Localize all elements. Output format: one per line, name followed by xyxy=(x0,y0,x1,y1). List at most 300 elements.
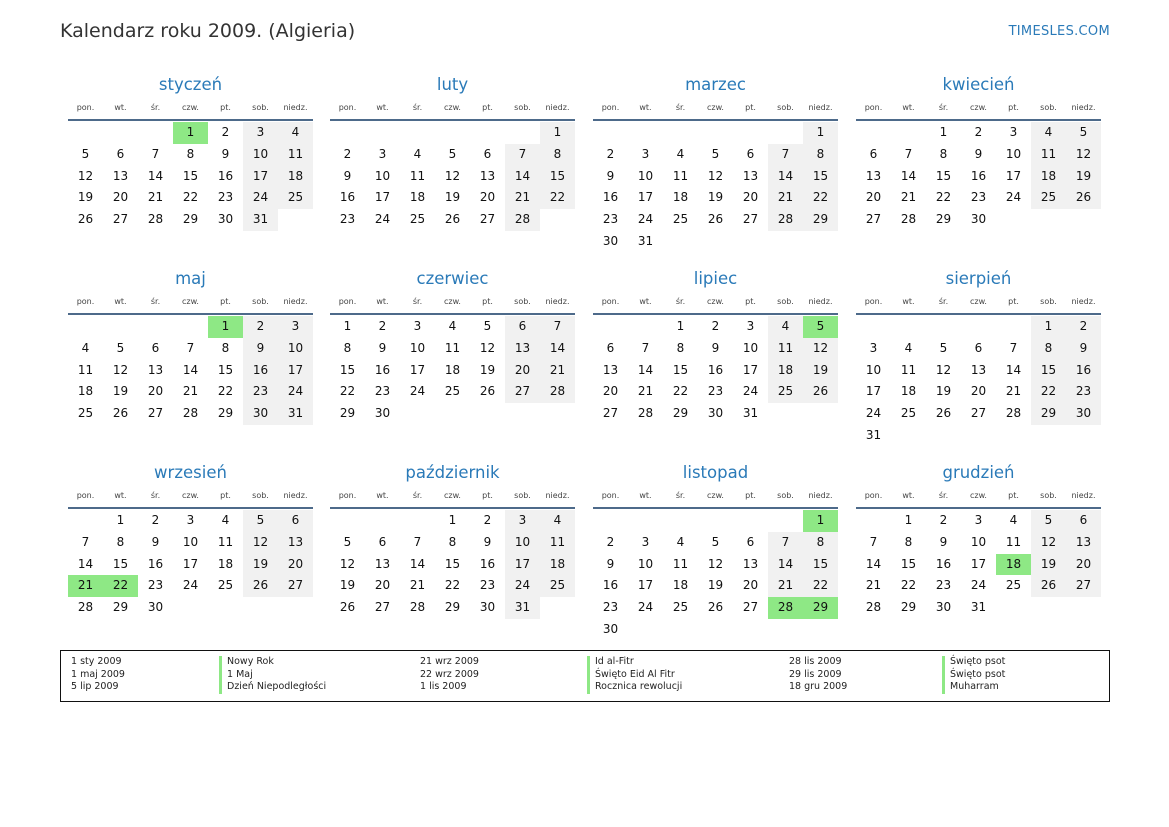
day-cell[interactable]: 22 xyxy=(444,578,461,593)
day-cell[interactable]: 9 xyxy=(221,146,230,161)
day-cell[interactable]: 18 xyxy=(672,190,689,205)
day-cell[interactable]: 11 xyxy=(672,556,689,571)
day-cell[interactable]: 2 xyxy=(939,513,948,527)
day-cell[interactable]: 2 xyxy=(483,513,492,527)
day-cell[interactable]: 2 xyxy=(343,146,352,161)
day-cell[interactable]: 28 xyxy=(900,212,917,227)
day-cell[interactable]: 28 xyxy=(865,600,882,615)
day-cell[interactable]: 29 xyxy=(935,212,952,227)
day-cell[interactable]: 19 xyxy=(803,360,838,382)
day-cell[interactable]: 30 xyxy=(935,600,952,615)
day-cell[interactable]: 1 xyxy=(173,122,208,144)
day-cell[interactable]: 6 xyxy=(378,534,387,549)
day-cell[interactable]: 11 xyxy=(217,534,234,549)
day-cell[interactable]: 8 xyxy=(221,340,230,355)
day-cell[interactable]: 10 xyxy=(1005,146,1022,161)
day-cell[interactable]: 6 xyxy=(746,146,755,161)
day-cell[interactable]: 21 xyxy=(768,575,803,597)
day-cell[interactable]: 14 xyxy=(182,362,199,377)
day-cell[interactable]: 17 xyxy=(1005,168,1022,183)
day-cell[interactable]: 5 xyxy=(243,510,278,532)
day-cell[interactable]: 9 xyxy=(343,168,352,183)
day-cell[interactable]: 26 xyxy=(243,575,278,597)
day-cell[interactable]: 14 xyxy=(637,362,654,377)
day-cell[interactable]: 17 xyxy=(637,578,654,593)
day-cell[interactable]: 6 xyxy=(116,146,125,161)
day-cell[interactable]: 11 xyxy=(1031,144,1066,166)
day-cell[interactable]: 1 xyxy=(676,319,685,333)
day-cell[interactable]: 29 xyxy=(803,597,838,619)
day-cell[interactable]: 25 xyxy=(540,575,575,597)
day-cell[interactable]: 1 xyxy=(803,122,838,144)
day-cell[interactable]: 21 xyxy=(768,187,803,209)
day-cell[interactable]: 11 xyxy=(1005,534,1022,549)
day-cell[interactable]: 16 xyxy=(147,556,164,571)
day-cell[interactable]: 8 xyxy=(904,534,913,549)
day-cell[interactable]: 19 xyxy=(479,362,496,377)
day-cell[interactable]: 22 xyxy=(803,187,838,209)
day-cell[interactable]: 10 xyxy=(182,534,199,549)
day-cell[interactable]: 11 xyxy=(768,338,803,360)
day-cell[interactable]: 26 xyxy=(803,381,838,403)
day-cell[interactable]: 3 xyxy=(641,534,650,549)
day-cell[interactable]: 21 xyxy=(182,384,199,399)
day-cell[interactable]: 17 xyxy=(742,362,759,377)
day-cell[interactable]: 5 xyxy=(803,316,838,338)
day-cell[interactable]: 6 xyxy=(869,146,878,161)
day-cell[interactable]: 3 xyxy=(378,146,387,161)
day-cell[interactable]: 13 xyxy=(1066,532,1101,554)
day-cell[interactable]: 20 xyxy=(742,190,759,205)
day-cell[interactable]: 14 xyxy=(409,556,426,571)
day-cell[interactable]: 31 xyxy=(742,406,759,421)
day-cell[interactable]: 18 xyxy=(409,190,426,205)
day-cell[interactable]: 12 xyxy=(243,532,278,554)
day-cell[interactable]: 12 xyxy=(803,338,838,360)
day-cell[interactable]: 20 xyxy=(505,360,540,382)
day-cell[interactable]: 15 xyxy=(112,556,129,571)
day-cell[interactable]: 20 xyxy=(865,190,882,205)
day-cell[interactable]: 30 xyxy=(1066,403,1101,425)
day-cell[interactable]: 3 xyxy=(186,513,195,527)
day-cell[interactable]: 13 xyxy=(865,168,882,183)
day-cell[interactable]: 2 xyxy=(378,319,387,333)
day-cell[interactable]: 5 xyxy=(343,534,352,549)
day-cell[interactable]: 13 xyxy=(278,532,313,554)
day-cell[interactable]: 26 xyxy=(339,600,356,615)
day-cell[interactable]: 9 xyxy=(378,340,387,355)
day-cell[interactable]: 11 xyxy=(900,362,917,377)
day-cell[interactable]: 25 xyxy=(900,406,917,421)
day-cell[interactable]: 1 xyxy=(803,510,838,532)
day-cell[interactable]: 24 xyxy=(865,406,882,421)
day-cell[interactable]: 22 xyxy=(900,578,917,593)
day-cell[interactable]: 16 xyxy=(602,578,619,593)
day-cell[interactable]: 27 xyxy=(278,575,313,597)
day-cell[interactable]: 31 xyxy=(505,597,540,619)
day-cell[interactable]: 29 xyxy=(112,600,129,615)
day-cell[interactable]: 3 xyxy=(1009,125,1018,139)
day-cell[interactable]: 7 xyxy=(768,144,803,166)
day-cell[interactable]: 10 xyxy=(637,168,654,183)
day-cell[interactable]: 16 xyxy=(243,360,278,382)
day-cell[interactable]: 4 xyxy=(540,510,575,532)
day-cell[interactable]: 25 xyxy=(672,212,689,227)
day-cell[interactable]: 21 xyxy=(540,360,575,382)
day-cell[interactable]: 30 xyxy=(707,406,724,421)
day-cell[interactable]: 22 xyxy=(935,190,952,205)
day-cell[interactable]: 26 xyxy=(77,212,94,227)
day-cell[interactable]: 14 xyxy=(900,168,917,183)
day-cell[interactable]: 8 xyxy=(803,144,838,166)
day-cell[interactable]: 28 xyxy=(409,600,426,615)
day-cell[interactable]: 29 xyxy=(217,406,234,421)
day-cell[interactable]: 12 xyxy=(1031,532,1066,554)
day-cell[interactable]: 30 xyxy=(602,233,619,248)
day-cell[interactable]: 20 xyxy=(1066,554,1101,576)
day-cell[interactable]: 23 xyxy=(935,578,952,593)
day-cell[interactable]: 22 xyxy=(672,384,689,399)
day-cell[interactable]: 12 xyxy=(112,362,129,377)
day-cell[interactable]: 23 xyxy=(602,600,619,615)
day-cell[interactable]: 24 xyxy=(637,600,654,615)
day-cell[interactable]: 8 xyxy=(116,534,125,549)
day-cell[interactable]: 26 xyxy=(444,212,461,227)
day-cell[interactable]: 5 xyxy=(1066,122,1101,144)
day-cell[interactable]: 2 xyxy=(606,534,615,549)
day-cell[interactable]: 21 xyxy=(68,575,103,597)
day-cell[interactable]: 28 xyxy=(505,209,540,231)
day-cell[interactable]: 4 xyxy=(413,146,422,161)
day-cell[interactable]: 11 xyxy=(409,168,426,183)
day-cell[interactable]: 23 xyxy=(479,578,496,593)
day-cell[interactable]: 1 xyxy=(208,316,243,338)
day-cell[interactable]: 5 xyxy=(1031,510,1066,532)
day-cell[interactable]: 11 xyxy=(77,362,94,377)
day-cell[interactable]: 30 xyxy=(374,406,391,421)
day-cell[interactable]: 24 xyxy=(278,381,313,403)
day-cell[interactable]: 4 xyxy=(81,340,90,355)
day-cell[interactable]: 13 xyxy=(112,168,129,183)
day-cell[interactable]: 12 xyxy=(1066,144,1101,166)
day-cell[interactable]: 16 xyxy=(374,362,391,377)
day-cell[interactable]: 26 xyxy=(707,212,724,227)
day-cell[interactable]: 25 xyxy=(444,384,461,399)
day-cell[interactable]: 8 xyxy=(343,340,352,355)
day-cell[interactable]: 15 xyxy=(1031,360,1066,382)
day-cell[interactable]: 27 xyxy=(374,600,391,615)
day-cell[interactable]: 18 xyxy=(672,578,689,593)
day-cell[interactable]: 31 xyxy=(278,403,313,425)
day-cell[interactable]: 13 xyxy=(742,168,759,183)
day-cell[interactable]: 4 xyxy=(448,319,457,333)
day-cell[interactable]: 4 xyxy=(221,513,230,527)
day-cell[interactable]: 15 xyxy=(339,362,356,377)
day-cell[interactable]: 21 xyxy=(865,578,882,593)
day-cell[interactable]: 1 xyxy=(904,513,913,527)
day-cell[interactable]: 5 xyxy=(939,340,948,355)
day-cell[interactable]: 24 xyxy=(742,384,759,399)
day-cell[interactable]: 19 xyxy=(112,384,129,399)
day-cell[interactable]: 18 xyxy=(278,166,313,188)
day-cell[interactable]: 29 xyxy=(1031,403,1066,425)
day-cell[interactable]: 23 xyxy=(243,381,278,403)
day-cell[interactable]: 25 xyxy=(409,212,426,227)
day-cell[interactable]: 13 xyxy=(147,362,164,377)
day-cell[interactable]: 18 xyxy=(996,554,1031,576)
day-cell[interactable]: 14 xyxy=(77,556,94,571)
day-cell[interactable]: 9 xyxy=(606,556,615,571)
day-cell[interactable]: 20 xyxy=(970,384,987,399)
day-cell[interactable]: 19 xyxy=(243,554,278,576)
day-cell[interactable]: 5 xyxy=(116,340,125,355)
day-cell[interactable]: 10 xyxy=(865,362,882,377)
day-cell[interactable]: 18 xyxy=(900,384,917,399)
day-cell[interactable]: 27 xyxy=(970,406,987,421)
day-cell[interactable]: 5 xyxy=(448,146,457,161)
day-cell[interactable]: 27 xyxy=(479,212,496,227)
day-cell[interactable]: 1 xyxy=(116,513,125,527)
day-cell[interactable]: 7 xyxy=(768,532,803,554)
day-cell[interactable]: 14 xyxy=(540,338,575,360)
day-cell[interactable]: 18 xyxy=(540,554,575,576)
day-cell[interactable]: 12 xyxy=(77,168,94,183)
day-cell[interactable]: 15 xyxy=(803,166,838,188)
day-cell[interactable]: 6 xyxy=(746,534,755,549)
day-cell[interactable]: 23 xyxy=(339,212,356,227)
day-cell[interactable]: 29 xyxy=(182,212,199,227)
day-cell[interactable]: 19 xyxy=(935,384,952,399)
day-cell[interactable]: 17 xyxy=(278,360,313,382)
day-cell[interactable]: 14 xyxy=(1005,362,1022,377)
day-cell[interactable]: 20 xyxy=(278,554,313,576)
day-cell[interactable]: 1 xyxy=(540,122,575,144)
day-cell[interactable]: 15 xyxy=(672,362,689,377)
day-cell[interactable]: 26 xyxy=(112,406,129,421)
day-cell[interactable]: 15 xyxy=(540,166,575,188)
day-cell[interactable]: 9 xyxy=(483,534,492,549)
day-cell[interactable]: 17 xyxy=(243,166,278,188)
day-cell[interactable]: 25 xyxy=(1005,578,1022,593)
day-cell[interactable]: 30 xyxy=(147,600,164,615)
day-cell[interactable]: 23 xyxy=(970,190,987,205)
day-cell[interactable]: 29 xyxy=(444,600,461,615)
day-cell[interactable]: 1 xyxy=(343,319,352,333)
day-cell[interactable]: 19 xyxy=(77,190,94,205)
day-cell[interactable]: 16 xyxy=(935,556,952,571)
day-cell[interactable]: 16 xyxy=(602,190,619,205)
day-cell[interactable]: 20 xyxy=(112,190,129,205)
day-cell[interactable]: 20 xyxy=(602,384,619,399)
day-cell[interactable]: 3 xyxy=(746,319,755,333)
day-cell[interactable]: 7 xyxy=(151,146,160,161)
day-cell[interactable]: 11 xyxy=(540,532,575,554)
day-cell[interactable]: 9 xyxy=(974,146,983,161)
day-cell[interactable]: 24 xyxy=(637,212,654,227)
day-cell[interactable]: 7 xyxy=(186,340,195,355)
day-cell[interactable]: 2 xyxy=(221,125,230,139)
day-cell[interactable]: 21 xyxy=(505,187,540,209)
day-cell[interactable]: 3 xyxy=(974,513,983,527)
day-cell[interactable]: 23 xyxy=(217,190,234,205)
day-cell[interactable]: 17 xyxy=(637,190,654,205)
day-cell[interactable]: 25 xyxy=(77,406,94,421)
day-cell[interactable]: 2 xyxy=(151,513,160,527)
day-cell[interactable]: 24 xyxy=(409,384,426,399)
day-cell[interactable]: 2 xyxy=(974,125,983,139)
day-cell[interactable]: 3 xyxy=(641,146,650,161)
day-cell[interactable]: 15 xyxy=(900,556,917,571)
day-cell[interactable]: 16 xyxy=(217,168,234,183)
day-cell[interactable]: 3 xyxy=(278,316,313,338)
day-cell[interactable]: 20 xyxy=(479,190,496,205)
day-cell[interactable]: 1 xyxy=(939,125,948,139)
day-cell[interactable]: 16 xyxy=(1066,360,1101,382)
day-cell[interactable]: 7 xyxy=(540,316,575,338)
day-cell[interactable]: 31 xyxy=(865,427,882,442)
day-cell[interactable]: 25 xyxy=(217,578,234,593)
day-cell[interactable]: 28 xyxy=(147,212,164,227)
day-cell[interactable]: 27 xyxy=(1066,575,1101,597)
day-cell[interactable]: 22 xyxy=(182,190,199,205)
day-cell[interactable]: 24 xyxy=(505,575,540,597)
day-cell[interactable]: 19 xyxy=(444,190,461,205)
day-cell[interactable]: 27 xyxy=(742,600,759,615)
day-cell[interactable]: 28 xyxy=(182,406,199,421)
day-cell[interactable]: 13 xyxy=(374,556,391,571)
day-cell[interactable]: 13 xyxy=(970,362,987,377)
day-cell[interactable]: 11 xyxy=(444,340,461,355)
day-cell[interactable]: 3 xyxy=(505,510,540,532)
day-cell[interactable]: 28 xyxy=(540,381,575,403)
day-cell[interactable]: 27 xyxy=(112,212,129,227)
day-cell[interactable]: 6 xyxy=(483,146,492,161)
day-cell[interactable]: 24 xyxy=(1005,190,1022,205)
day-cell[interactable]: 7 xyxy=(641,340,650,355)
day-cell[interactable]: 8 xyxy=(676,340,685,355)
day-cell[interactable]: 3 xyxy=(869,340,878,355)
day-cell[interactable]: 27 xyxy=(505,381,540,403)
day-cell[interactable]: 27 xyxy=(742,212,759,227)
day-cell[interactable]: 26 xyxy=(935,406,952,421)
day-cell[interactable]: 6 xyxy=(278,510,313,532)
day-cell[interactable]: 18 xyxy=(444,362,461,377)
day-cell[interactable]: 7 xyxy=(81,534,90,549)
day-cell[interactable]: 22 xyxy=(803,575,838,597)
day-cell[interactable]: 8 xyxy=(1031,338,1066,360)
day-cell[interactable]: 9 xyxy=(711,340,720,355)
day-cell[interactable]: 26 xyxy=(1031,575,1066,597)
day-cell[interactable]: 21 xyxy=(900,190,917,205)
day-cell[interactable]: 22 xyxy=(1031,381,1066,403)
day-cell[interactable]: 6 xyxy=(974,340,983,355)
day-cell[interactable]: 28 xyxy=(768,209,803,231)
day-cell[interactable]: 28 xyxy=(768,597,803,619)
day-cell[interactable]: 4 xyxy=(1031,122,1066,144)
day-cell[interactable]: 1 xyxy=(1031,316,1066,338)
day-cell[interactable]: 2 xyxy=(243,316,278,338)
day-cell[interactable]: 22 xyxy=(339,384,356,399)
day-cell[interactable]: 9 xyxy=(151,534,160,549)
day-cell[interactable]: 15 xyxy=(444,556,461,571)
day-cell[interactable]: 29 xyxy=(803,209,838,231)
brand-link[interactable]: TIMESLES.COM xyxy=(1008,24,1110,39)
day-cell[interactable]: 18 xyxy=(1031,166,1066,188)
day-cell[interactable]: 30 xyxy=(217,212,234,227)
day-cell[interactable]: 8 xyxy=(803,532,838,554)
day-cell[interactable]: 10 xyxy=(278,338,313,360)
day-cell[interactable]: 9 xyxy=(243,338,278,360)
day-cell[interactable]: 14 xyxy=(505,166,540,188)
day-cell[interactable]: 28 xyxy=(637,406,654,421)
day-cell[interactable]: 7 xyxy=(413,534,422,549)
day-cell[interactable]: 8 xyxy=(540,144,575,166)
day-cell[interactable]: 10 xyxy=(243,144,278,166)
day-cell[interactable]: 10 xyxy=(505,532,540,554)
day-cell[interactable]: 7 xyxy=(1009,340,1018,355)
day-cell[interactable]: 8 xyxy=(448,534,457,549)
day-cell[interactable]: 10 xyxy=(742,340,759,355)
day-cell[interactable]: 25 xyxy=(1031,187,1066,209)
day-cell[interactable]: 21 xyxy=(637,384,654,399)
day-cell[interactable]: 31 xyxy=(243,209,278,231)
day-cell[interactable]: 2 xyxy=(1066,316,1101,338)
day-cell[interactable]: 15 xyxy=(217,362,234,377)
day-cell[interactable]: 29 xyxy=(900,600,917,615)
day-cell[interactable]: 17 xyxy=(182,556,199,571)
day-cell[interactable]: 2 xyxy=(711,319,720,333)
day-cell[interactable]: 7 xyxy=(505,144,540,166)
day-cell[interactable]: 27 xyxy=(147,406,164,421)
day-cell[interactable]: 10 xyxy=(970,534,987,549)
day-cell[interactable]: 27 xyxy=(602,406,619,421)
day-cell[interactable]: 3 xyxy=(413,319,422,333)
day-cell[interactable]: 17 xyxy=(409,362,426,377)
day-cell[interactable]: 16 xyxy=(707,362,724,377)
day-cell[interactable]: 1 xyxy=(448,513,457,527)
day-cell[interactable]: 17 xyxy=(374,190,391,205)
day-cell[interactable]: 26 xyxy=(707,600,724,615)
day-cell[interactable]: 24 xyxy=(374,212,391,227)
day-cell[interactable]: 22 xyxy=(217,384,234,399)
day-cell[interactable]: 7 xyxy=(904,146,913,161)
day-cell[interactable]: 21 xyxy=(409,578,426,593)
day-cell[interactable]: 30 xyxy=(602,621,619,636)
day-cell[interactable]: 24 xyxy=(243,187,278,209)
day-cell[interactable]: 6 xyxy=(505,316,540,338)
day-cell[interactable]: 30 xyxy=(479,600,496,615)
day-cell[interactable]: 19 xyxy=(707,578,724,593)
day-cell[interactable]: 20 xyxy=(374,578,391,593)
day-cell[interactable]: 6 xyxy=(151,340,160,355)
day-cell[interactable]: 12 xyxy=(935,362,952,377)
day-cell[interactable]: 21 xyxy=(147,190,164,205)
day-cell[interactable]: 6 xyxy=(1066,510,1101,532)
day-cell[interactable]: 25 xyxy=(672,600,689,615)
day-cell[interactable]: 14 xyxy=(865,556,882,571)
day-cell[interactable]: 12 xyxy=(339,556,356,571)
day-cell[interactable]: 25 xyxy=(768,381,803,403)
day-cell[interactable]: 20 xyxy=(147,384,164,399)
day-cell[interactable]: 4 xyxy=(676,146,685,161)
day-cell[interactable]: 8 xyxy=(186,146,195,161)
day-cell[interactable]: 23 xyxy=(147,578,164,593)
day-cell[interactable]: 20 xyxy=(742,578,759,593)
day-cell[interactable]: 3 xyxy=(243,122,278,144)
day-cell[interactable]: 5 xyxy=(711,534,720,549)
day-cell[interactable]: 31 xyxy=(970,600,987,615)
day-cell[interactable]: 18 xyxy=(217,556,234,571)
